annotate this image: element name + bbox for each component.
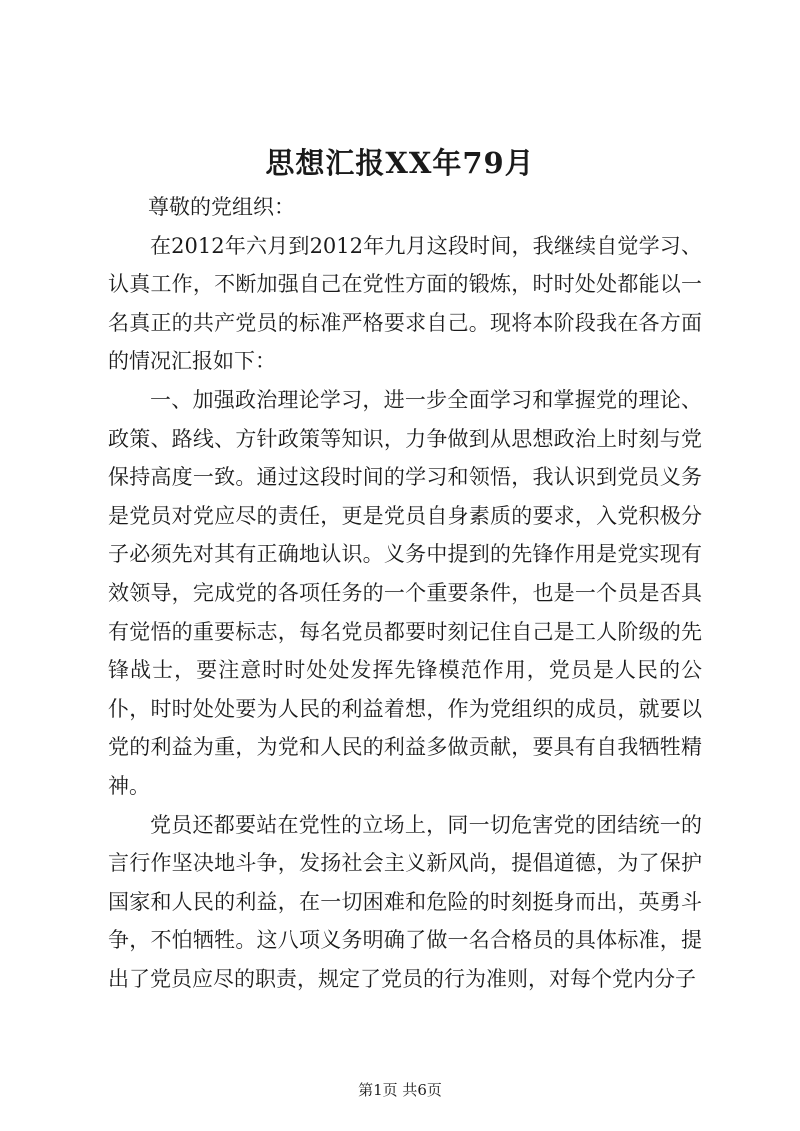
document-body	[108, 188, 702, 998]
document-title: 思想汇报XX年79月	[265, 146, 535, 180]
salutation: 尊敬的党组织：	[148, 195, 295, 219]
paragraph-party-duties: 党员还都要站在党性的立场上，同一切危害党的团结统一的言行作坚决地斗争，发扬社会主义新风尚，提倡道德，为了保护国家和人民的利益，在一切困难和危险的时刻挺身而出，英勇斗争，不怕牺牲。这八项义务明确了做一名合格员的具体标准，提出了党员应尽的职责，规定了党员的行为准则，对每个党内分子	[108, 812, 702, 991]
page-footer: 第1页 共6页	[358, 1081, 442, 1099]
paragraph-political-study: 一、加强政治理论学习，进一步全面学习和掌握党的理论、政策、路线、方针政策等知识，力争做到从思想政治上时刻与党保持高度一致。通过这段时间的学习和领悟，我认识到党员义务是党员对党应尽的责任，更是党员自身素质的要求，入党积极分子必须先对其有正确地认识。义务中提到的先锋作用是党实现有效领导，完成党的各项任务的一个重要条件，也是一个员是否具有觉悟的重要标志，每名党员都要时刻记住自己是工人阶级的先锋战士，要注意时时处处发挥先锋模范作用，党员是人民的公仆，时时处处要为人民的利益着想，作为党组织的成员，就要以党的利益为重，为党和人民的利益多做贡献，要具有自我牺牲精神。	[108, 387, 702, 798]
paragraph-intro: 在2012年六月到2012年九月这段时间，我继续自觉学习、认真工作，不断加强自己在党性方面的锻炼，时时处处都能以一名真正的共产党员的标准严格要求自己。现将本阶段我在各方面的情况汇报如下：	[108, 233, 702, 374]
